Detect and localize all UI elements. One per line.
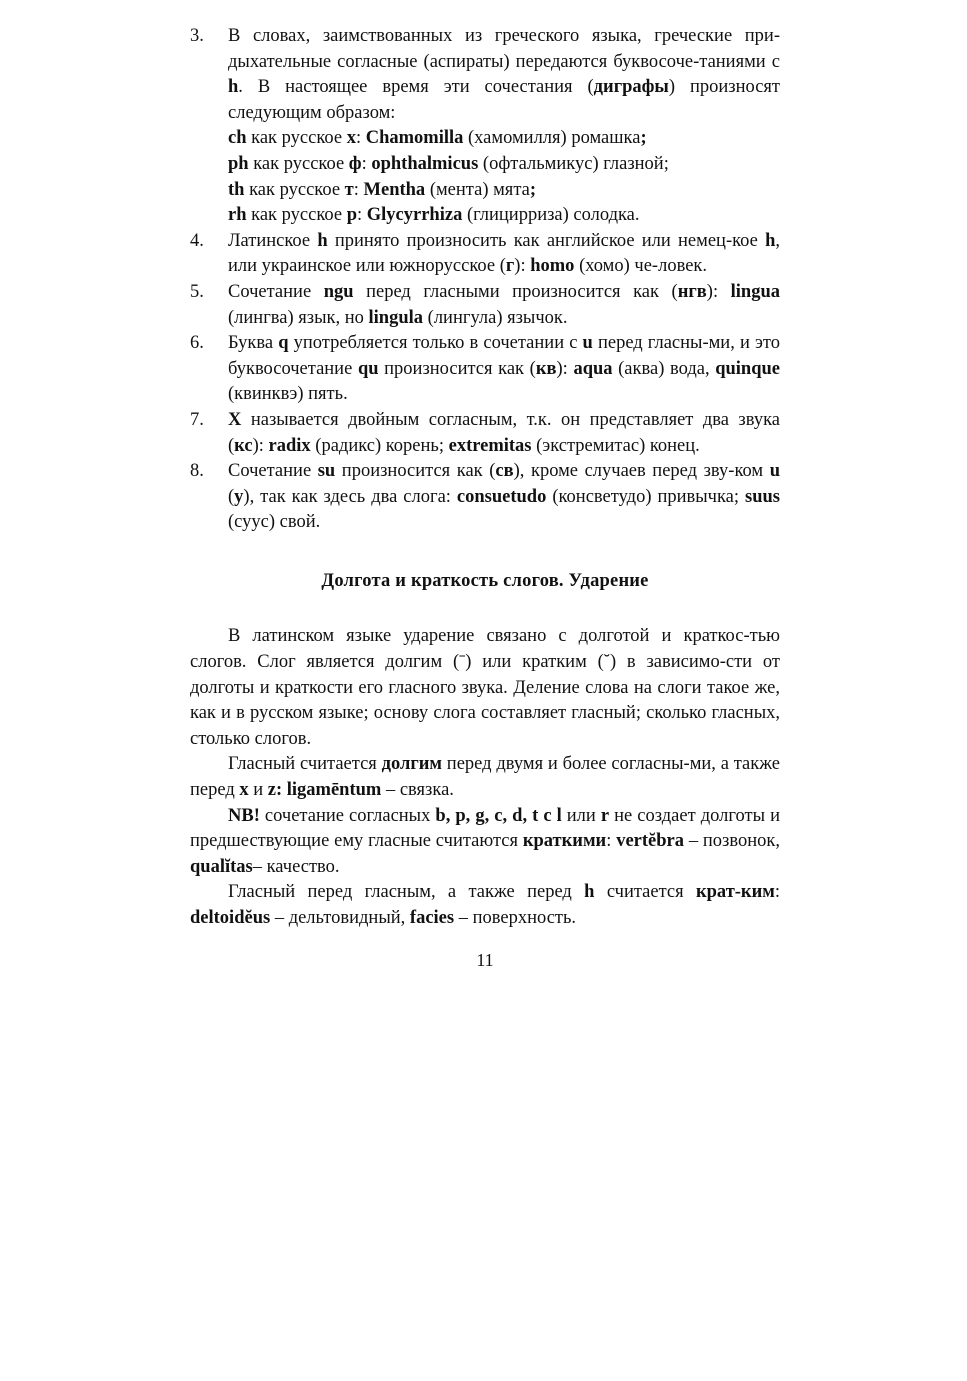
bold-term: ph [228,153,249,174]
text-run: перед гласными произносится как ( [353,281,678,302]
text-run: В словах, заимствованных из греческого языка, греческие при-дыхательные согласные (аспираты) передаются буквосоче-таниями с [228,26,780,72]
bold-term: aqua [573,358,613,379]
text-run: ): [514,256,531,277]
text-run: употребляется только в сочетании с [288,333,583,354]
list-item-number: 7. [190,409,204,430]
text-run: (консветудо) привычка; [546,486,746,507]
bold-term: кв [535,358,557,379]
bold-term: x [239,780,249,801]
bold-term: u [582,333,593,354]
text-run: (лингва) язык, но [228,307,369,328]
text-run: : [353,179,364,200]
bold-term: нгв [677,281,707,302]
bold-term: q [278,333,289,354]
text-run: (аква) вода, [612,358,716,379]
text-run: перед гласны-ми, и это буквосочетание [228,333,780,379]
text-run: ): [706,281,731,302]
text-run: ): [252,435,269,456]
bold-term: Chamomilla [365,128,464,149]
text-run: перед двумя и более согласны-ми, а также перед [190,754,780,801]
text-run: : [355,128,366,149]
text-run: , или украинское или южнорусское ( [228,230,780,277]
list-item [190,331,780,408]
bold-term: Glycyrrhiza [366,205,463,226]
text-run: Буква [228,333,279,354]
text-run: – дельтовидный, [270,908,410,928]
text-run: как русское [248,153,349,174]
text-run: ): [556,358,574,379]
bold-term: ch [228,128,247,149]
text-run: (хомо) че-ловек. [574,256,708,277]
bold-term: su [317,461,336,482]
bold-term: extremitas [448,435,532,456]
text-run: : [361,153,372,174]
bold-term: у [234,486,244,507]
list-item-text [228,459,780,536]
list-item [190,24,780,229]
list-item-number: 4. [190,230,204,251]
text-run: Гласный перед гласным, а также перед [228,882,585,903]
body-paragraph [190,880,780,931]
bold-term: долгим [381,754,442,775]
digraph-line [228,203,780,229]
text-run: (квинквэ) пять. [228,384,348,405]
bold-term: кс [234,435,253,456]
list-item-number: 3. [190,26,204,46]
text-run: Сочетание [228,461,318,482]
digraph-line [228,178,780,204]
list-item-number: 5. [190,281,204,302]
bold-term: h [765,230,776,251]
bold-term: крат-ким [695,882,775,903]
bold-term: Mentha [363,179,426,200]
bold-term: z: ligamēntum [267,780,382,801]
numbered-list [190,24,780,536]
bold-term: г [505,256,515,277]
bold-term: quinque [715,358,780,379]
body-paragraphs [190,624,780,931]
text-run: принято произносить как английское или немец-кое [327,230,766,251]
bold-term: диграфы [593,77,669,98]
bold-term: homo [530,256,575,277]
list-item-number: 6. [190,333,204,354]
bold-term: deltoidĕus [190,908,271,928]
bold-term: ; [529,179,537,200]
page-content [190,24,780,973]
text-run: ), так как здесь два слога: [243,486,457,507]
text-run: (офтальмикус) глазной; [478,153,669,174]
text-run: (радикс) корень; [310,435,449,456]
text-run: : [606,831,617,852]
body-paragraph [190,804,780,881]
bold-term: NB! [228,805,260,826]
bold-term: св [495,461,514,482]
text-run: как русское [246,128,347,149]
text-run: (лингула) язычок. [423,307,568,328]
bold-term: h [584,882,595,903]
list-item-text [228,331,780,408]
text-run: не создает долготы и предшествующие ему гласные считаются [190,805,780,852]
text-run: – позвонок, [683,831,780,852]
bold-term: ; [640,128,647,149]
bold-term: краткими [522,831,607,852]
bold-term: ф [348,153,362,174]
text-run: сочетание согласных [259,805,436,826]
list-item [190,280,780,331]
bold-term: qualĭtas [190,856,253,877]
section-heading: Долгота и краткость слогов. Ударение [321,570,649,591]
body-paragraph [190,624,780,752]
text-run: ), кроме случаев перед зву-ком [513,461,770,482]
bold-term: h [317,230,328,251]
bold-term: lingua [730,281,780,302]
text-run: произносится как ( [378,358,536,379]
bold-term: r [600,805,610,826]
text-run: и [248,780,268,801]
list-item-number: 8. [190,461,204,482]
text-run: как русское [244,179,345,200]
list-item-text [228,408,780,459]
list-item [190,459,780,536]
bold-term: b, p, g, c, d, t с l [435,805,562,826]
text-run: Гласный считается [228,754,382,775]
body-paragraph [190,752,780,803]
text-run: . В настоящее время эти сочестания ( [238,77,594,98]
bold-term: lingula [368,307,424,328]
page-number: 11 [476,949,494,970]
text-run: Сочетание [228,281,324,302]
bold-term: radix [268,435,311,456]
list-item [190,229,780,280]
text-run: как русское [246,205,347,226]
list-item [190,408,780,459]
bold-term: x [346,128,356,149]
text-run: – поверхность. [454,908,577,928]
bold-term: facies [409,908,455,928]
list-item-text [228,24,780,126]
digraph-line [228,126,780,152]
bold-term: т [344,179,354,200]
text-run: (хамомилля) ромашка [463,128,641,149]
text-run: (экстремитас) конец. [531,435,700,456]
text-run: (суус) свой. [228,512,321,533]
bold-term: suus [745,486,780,507]
text-run: Латинское [228,230,318,251]
bold-term: ophthalmicus [371,153,479,174]
text-run: произносится как ( [335,461,496,482]
digraph-line [228,152,780,178]
text-run: (мента) мята [425,179,530,200]
list-item-text [228,229,780,280]
bold-term: X [228,409,242,430]
text-run: ) произносят следующим образом: [228,77,781,123]
text-run: ( [228,486,235,507]
bold-term: th [228,179,245,200]
bold-term: u [769,461,780,482]
bold-term: р [346,205,357,226]
text-run: называется двойным согласным, т.к. он представляет два звука ( [228,409,780,456]
text-run: – качество. [252,856,340,877]
text-run: или [561,805,601,826]
text-run: – связка. [381,780,454,801]
text-run: : [774,882,780,903]
text-run: считается [594,882,696,903]
text-run: : [357,205,367,226]
bold-term: h [228,77,239,98]
bold-term: vertĕbra [616,831,684,852]
bold-term: rh [228,205,247,226]
bold-term: consuetudo [456,486,547,507]
bold-term: ngu [323,281,354,302]
text-run: В латинском языке ударение связано с долготой и краткос-тью слогов. Слог является долгим (ˉ) или кратким (˘) в зависимо-сти от долготы и краткости его гласного звука. Деление слова на слоги такое же, как и в русском языке; основу слога составляет гласный; сколько гласных, столько слогов. [190,626,780,749]
list-item-text [228,280,780,331]
text-run: (глицирриза) солодка. [462,205,640,226]
bold-term: qu [357,358,379,379]
